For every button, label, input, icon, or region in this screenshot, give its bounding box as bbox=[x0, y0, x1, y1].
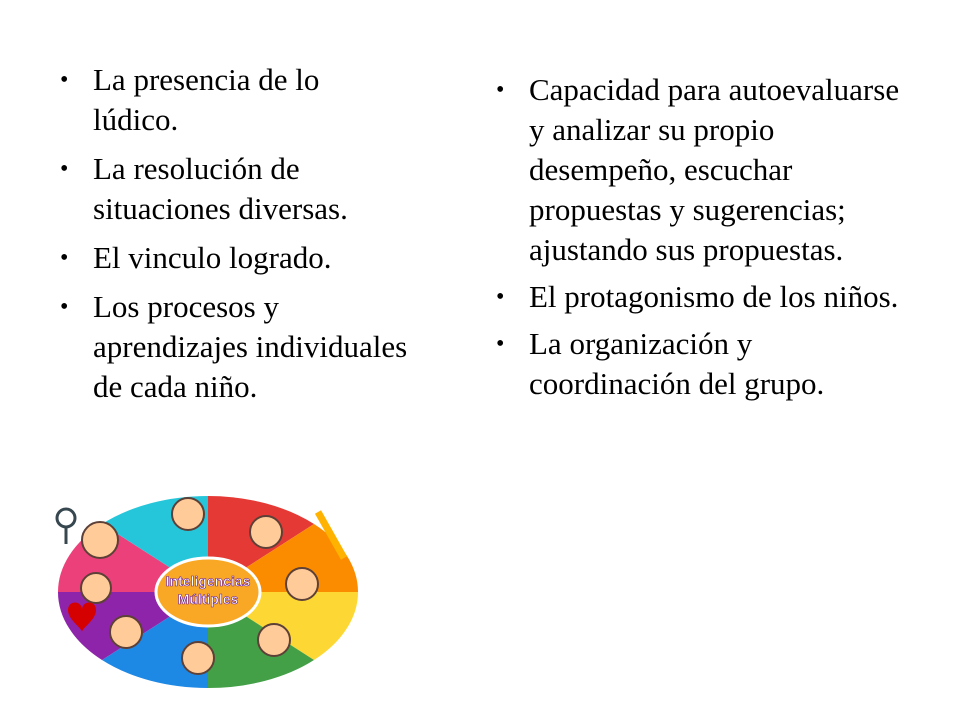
list-item bbox=[496, 324, 916, 404]
list-item-text: La presencia de lo lúdico. bbox=[93, 62, 320, 137]
list-item-text: El vinculo logrado. bbox=[93, 240, 332, 275]
list-item bbox=[60, 287, 410, 407]
bullet-icon: • bbox=[60, 245, 69, 271]
list-item-text: Los procesos y aprendizajes individuales de cada niño. bbox=[93, 289, 408, 404]
bullet-icon: • bbox=[60, 294, 69, 320]
illustration-label-line2: Múltiples bbox=[177, 591, 239, 607]
bullet-icon: • bbox=[60, 67, 69, 93]
list-item bbox=[496, 70, 916, 270]
multiple-intelligences-illustration bbox=[48, 492, 368, 688]
bullet-icon: • bbox=[496, 284, 505, 310]
list-item-text: El protagonismo de los niños. bbox=[529, 279, 899, 314]
multiple-intelligences-wheel-icon bbox=[48, 492, 368, 688]
right-bullet-column bbox=[496, 70, 916, 411]
bullet-icon: • bbox=[496, 77, 505, 103]
list-item bbox=[60, 149, 410, 229]
list-item-text: La resolución de situaciones diversas. bbox=[93, 151, 348, 226]
bullet-icon: • bbox=[496, 331, 505, 357]
magnifier-icon bbox=[57, 509, 75, 527]
list-item-text: La organización y coordinación del grupo. bbox=[529, 326, 825, 401]
left-bullet-column bbox=[60, 60, 410, 416]
list-item bbox=[496, 277, 916, 317]
illustration-label-line1: Inteligencias bbox=[165, 573, 251, 589]
left-bullet-list bbox=[60, 60, 410, 407]
list-item-text: Capacidad para autoevaluarse y analizar su propio desempeño, escuchar propuestas y sugerencias; ajustando sus propuestas. bbox=[529, 72, 900, 267]
list-item bbox=[60, 238, 410, 278]
right-bullet-list bbox=[496, 70, 916, 404]
bullet-icon: • bbox=[60, 156, 69, 182]
list-item bbox=[60, 60, 410, 140]
